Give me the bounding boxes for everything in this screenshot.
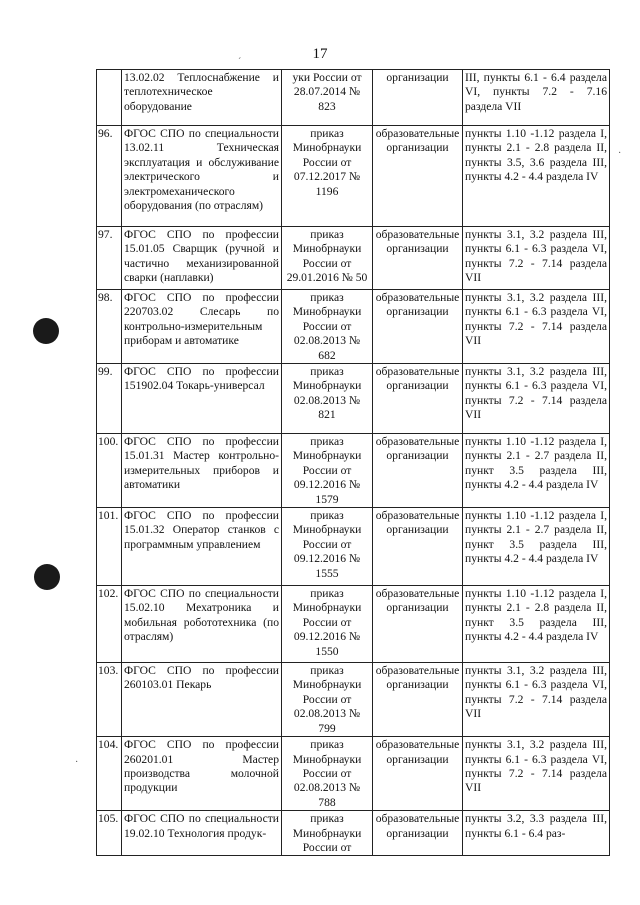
standard-name: ФГОС СПО по профессии 220703.02 Слесарь по контрольно-измерительным приборам и автоматике [122, 290, 282, 364]
required-points: пункты 1.10 -1.12 раздела I, пункты 2.1 - 2.8 раздела II, пункты 3.5, 3.6 раздела III, пункты 4.2 - 4.4 раздела IV [463, 126, 610, 227]
punch-hole-mark [34, 564, 60, 590]
row-number: 96. [97, 126, 122, 227]
required-points: пункты 3.1, 3.2 раздела III, пункты 6.1 - 6.3 раздела VI, пункты 7.2 - 7.14 раздела VII [463, 290, 610, 364]
row-number: 103. [97, 663, 122, 737]
applicable-organizations: образовательные организации [373, 508, 463, 586]
required-points: пункты 1.10 -1.12 раздела I, пункты 2.1 - 2.8 раздела II, пункт 3.5 раздела III, пункты 4.2 - 4.4 раздела IV [463, 586, 610, 663]
scan-speck: · [618, 148, 622, 159]
page-number: 17 [312, 46, 328, 62]
standard-name: ФГОС СПО по профессии 15.01.31 Мастер контрольно-измерительных приборов и автоматики [122, 434, 282, 508]
applicable-organizations: образовательные организации [373, 434, 463, 508]
documents-table [96, 69, 610, 856]
table-row [97, 70, 610, 126]
approval-order: приказ Минобрнауки России от [282, 811, 373, 856]
table-row [97, 586, 610, 663]
table-row [97, 290, 610, 364]
standard-name: ФГОС СПО по специальности 13.02.11 Техническая эксплуатация и обслуживание электрического и электромеханического оборудования (по отраслям) [122, 126, 282, 227]
approval-order: приказ Минобрнауки 02.08.2013 № 821 [282, 364, 373, 434]
row-number: 101. [97, 508, 122, 586]
standard-name: ФГОС СПО по профессии 15.01.05 Сварщик (ручной и частично механизированной сварки (наплавки) [122, 227, 282, 290]
applicable-organizations: образовательные организации [373, 811, 463, 856]
required-points: пункты 1.10 -1.12 раздела I, пункты 2.1 - 2.7 раздела II, пункт 3.5 раздела III, пункты 4.2 - 4.4 раздела IV [463, 434, 610, 508]
approval-order: уки России от 28.07.2014 № 823 [282, 70, 373, 126]
applicable-organizations: образовательные организации [373, 126, 463, 227]
approval-order: приказ Минобрнауки России от 09.12.2016 № 1555 [282, 508, 373, 586]
applicable-organizations: образовательные организации [373, 586, 463, 663]
table-row [97, 126, 610, 227]
row-number: 97. [97, 227, 122, 290]
applicable-organizations: образовательные организации [373, 227, 463, 290]
row-number: 100. [97, 434, 122, 508]
row-number [97, 70, 122, 126]
standard-name: 13.02.02 Теплоснабжение и теплотехническое оборудование [122, 70, 282, 126]
required-points: III, пункты 6.1 - 6.4 раздела VI, пункты 7.2 - 7.16 раздела VII [463, 70, 610, 126]
standard-name: ФГОС СПО по специальности 19.02.10 Технология продук- [122, 811, 282, 856]
scan-speck: ´ [238, 57, 242, 68]
required-points: пункты 3.1, 3.2 раздела III, пункты 6.1 - 6.3 раздела VI, пункты 7.2 - 7.14 раздела VII [463, 663, 610, 737]
row-number: 102. [97, 586, 122, 663]
approval-order: приказ Минобрнауки России от 02.08.2013 № 682 [282, 290, 373, 364]
row-number: 105. [97, 811, 122, 856]
row-number: 99. [97, 364, 122, 434]
applicable-organizations: образовательные организации [373, 290, 463, 364]
table-row [97, 434, 610, 508]
approval-order: приказ Минобрнауки России от 09.12.2016 № 1550 [282, 586, 373, 663]
applicable-organizations: образовательные организации [373, 737, 463, 811]
approval-order: приказ Минобрнауки России от 09.12.2016 № 1579 [282, 434, 373, 508]
required-points: пункты 3.1, 3.2 раздела III, пункты 6.1 - 6.3 раздела VI, пункты 7.2 - 7.14 раздела VII [463, 364, 610, 434]
table-row [97, 811, 610, 856]
approval-order: приказ Минобрнауки России от 07.12.2017 № 1196 [282, 126, 373, 227]
applicable-organizations: образовательные организации [373, 663, 463, 737]
row-number: 98. [97, 290, 122, 364]
standard-name: ФГОС СПО по профессии 260201.01 Мастер производства молочной продукции [122, 737, 282, 811]
documents-table-body [97, 70, 610, 856]
standard-name: ФГОС СПО по специальности 15.02.10 Мехатроника и мобильная робототехника (по отраслям) [122, 586, 282, 663]
standard-name: ФГОС СПО по профессии 15.01.32 Оператор станков с программным управлением [122, 508, 282, 586]
standard-name: ФГОС СПО по профессии 260103.01 Пекарь [122, 663, 282, 737]
approval-order: приказ Минобрнауки России от 29.01.2016 № 50 [282, 227, 373, 290]
applicable-organizations: образовательные организации [373, 364, 463, 434]
table-row [97, 737, 610, 811]
table-row [97, 508, 610, 586]
table-row [97, 663, 610, 737]
required-points: пункты 3.1, 3.2 раздела III, пункты 6.1 - 6.3 раздела VI, пункты 7.2 - 7.14 раздела VII [463, 227, 610, 290]
required-points: пункты 1.10 -1.12 раздела I, пункты 2.1 - 2.7 раздела II, пункт 3.5 раздела III, пункты 4.2 - 4.4 раздела IV [463, 508, 610, 586]
approval-order: приказ Минобрнауки России от 02.08.2013 № 788 [282, 737, 373, 811]
scan-speck: · [75, 757, 79, 768]
approval-order: приказ Минобрнауки России от 02.08.2013 № 799 [282, 663, 373, 737]
punch-hole-mark [33, 318, 59, 344]
required-points: пункты 3.2, 3.3 раздела III, пункты 6.1 - 6.4 раз- [463, 811, 610, 856]
standard-name: ФГОС СПО по профессии 151902.04 Токарь-универсал [122, 364, 282, 434]
applicable-organizations: организации [373, 70, 463, 126]
row-number: 104. [97, 737, 122, 811]
table-row [97, 227, 610, 290]
table-row [97, 364, 610, 434]
required-points: пункты 3.1, 3.2 раздела III, пункты 6.1 - 6.3 раздела VI, пункты 7.2 - 7.14 раздела VII [463, 737, 610, 811]
